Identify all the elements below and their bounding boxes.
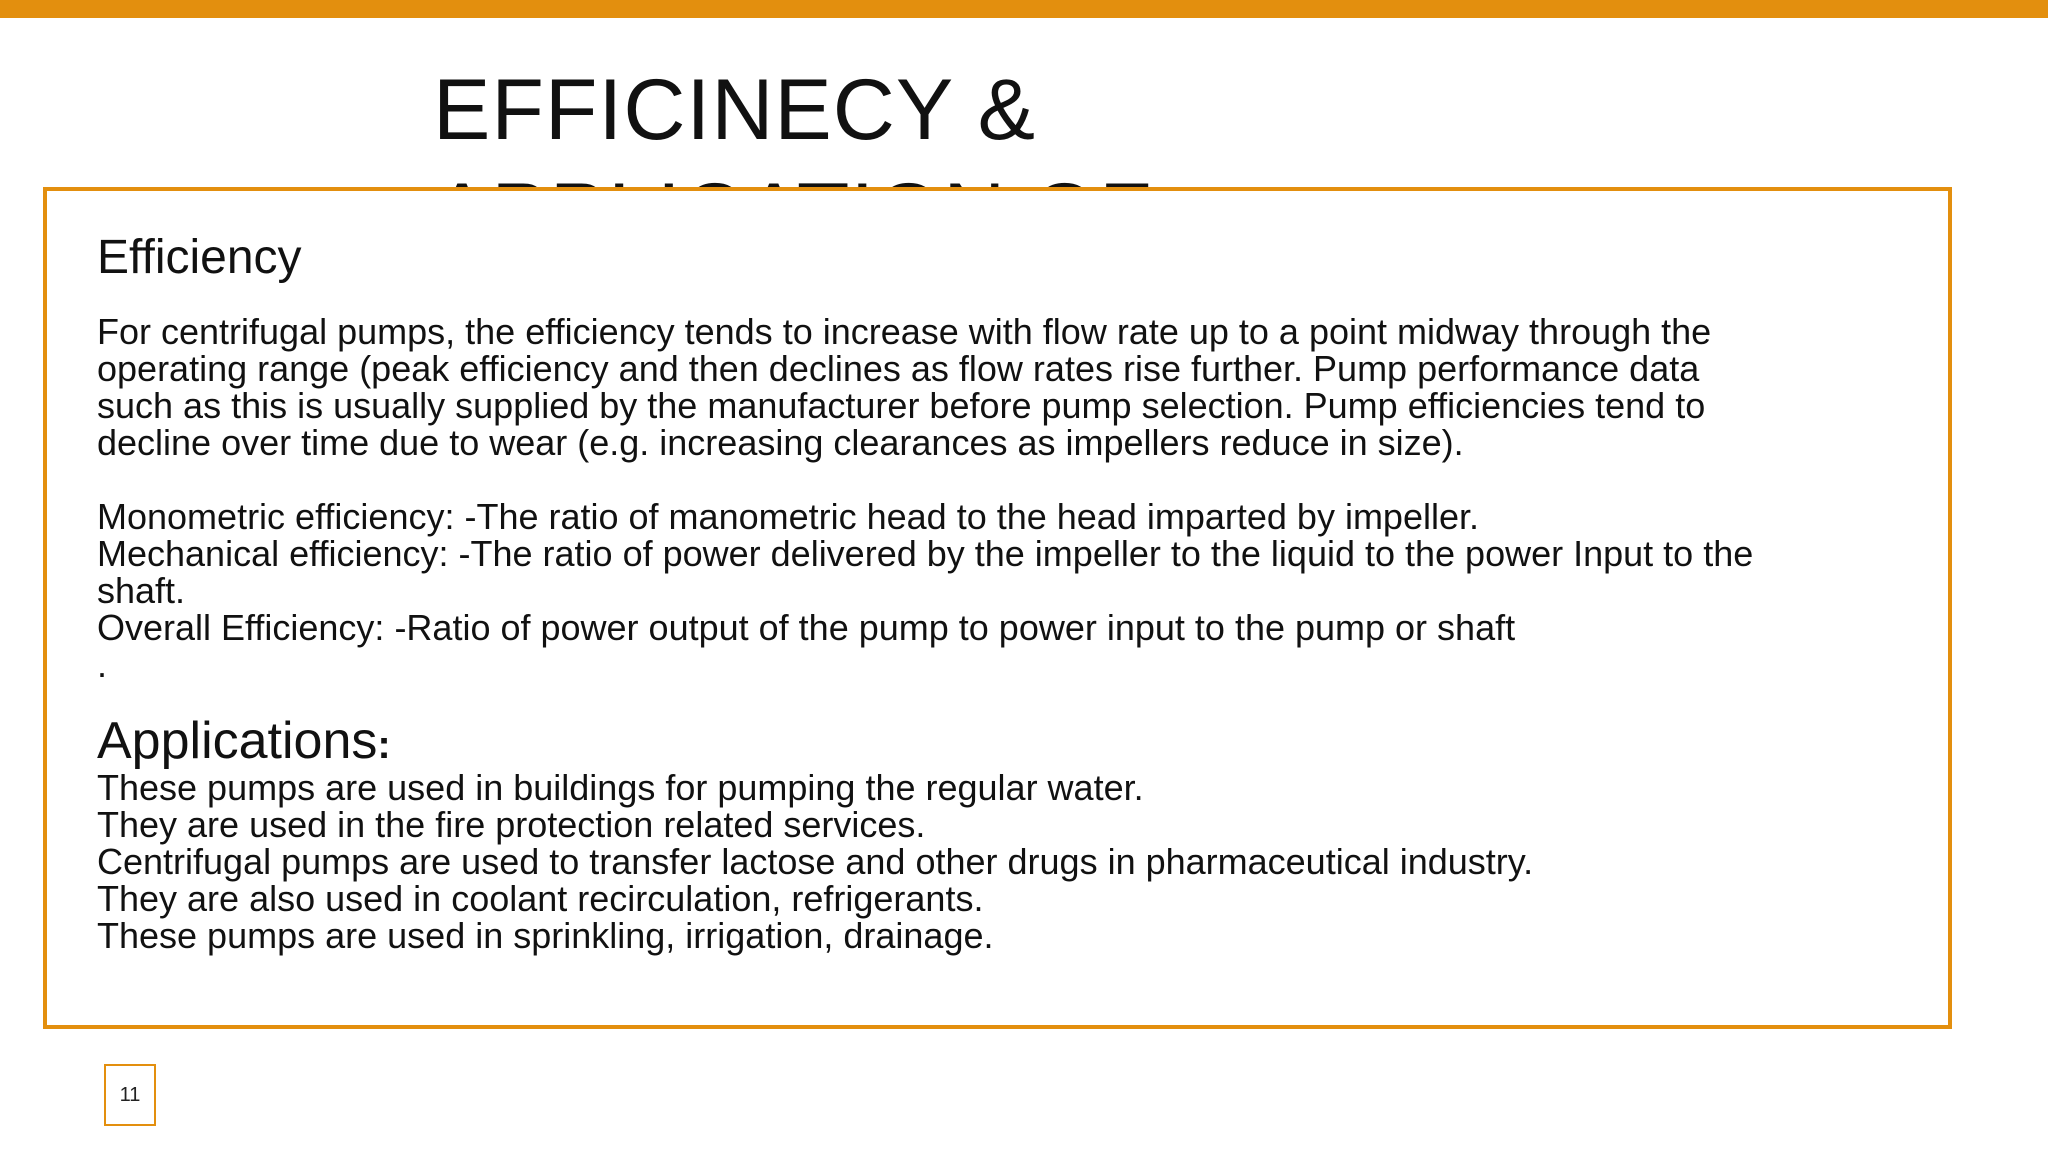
slide-title: EFFICINECY & [433,62,1036,158]
efficiency-definitions [97,498,1898,683]
definition-line: Monometric efficiency: -The ratio of manometric head to the head imparted by impeller. [97,496,1479,537]
efficiency-intro [97,313,1898,461]
applications-list [97,769,1898,954]
definition-line: Mechanical efficiency: -The ratio of power delivered by the impeller to the liquid to the power Input to the [97,533,1754,574]
list-item: These pumps are used in sprinkling, irrigation, drainage. [97,915,994,956]
intro-line: For centrifugal pumps, the efficiency tends to increase with flow rate up to a point midway through the [97,311,1712,352]
intro-line: such as this is usually supplied by the manufacturer before pump selection. Pump efficiencies tend to [97,385,1706,426]
applications-heading-text: Applications [97,712,378,770]
definition-line: Overall Efficiency: -Ratio of power output of the pump to power input to the pump or shaft [97,607,1516,648]
applications-heading-colon: : [377,723,391,767]
intro-line: operating range (peak efficiency and then declines as flow rates rise further. Pump performance data [97,348,1700,389]
intro-line: decline over time due to wear (e.g. increasing clearances as impellers reduce in size). [97,422,1464,463]
efficiency-heading: Efficiency [97,231,302,284]
page-number: 11 [104,1064,156,1126]
definition-line: shaft. [97,570,186,611]
list-item: They are also used in coolant recirculation, refrigerants. [97,878,984,919]
top-accent-bar [0,0,2048,18]
trailing-dot: . [97,644,108,685]
list-item: They are used in the fire protection related services. [97,804,926,845]
applications-heading [97,712,1898,770]
list-item: Centrifugal pumps are used to transfer lactose and other drugs in pharmaceutical industry. [97,841,1534,882]
content-box [43,187,1952,1029]
list-item: These pumps are used in buildings for pumping the regular water. [97,767,1144,808]
